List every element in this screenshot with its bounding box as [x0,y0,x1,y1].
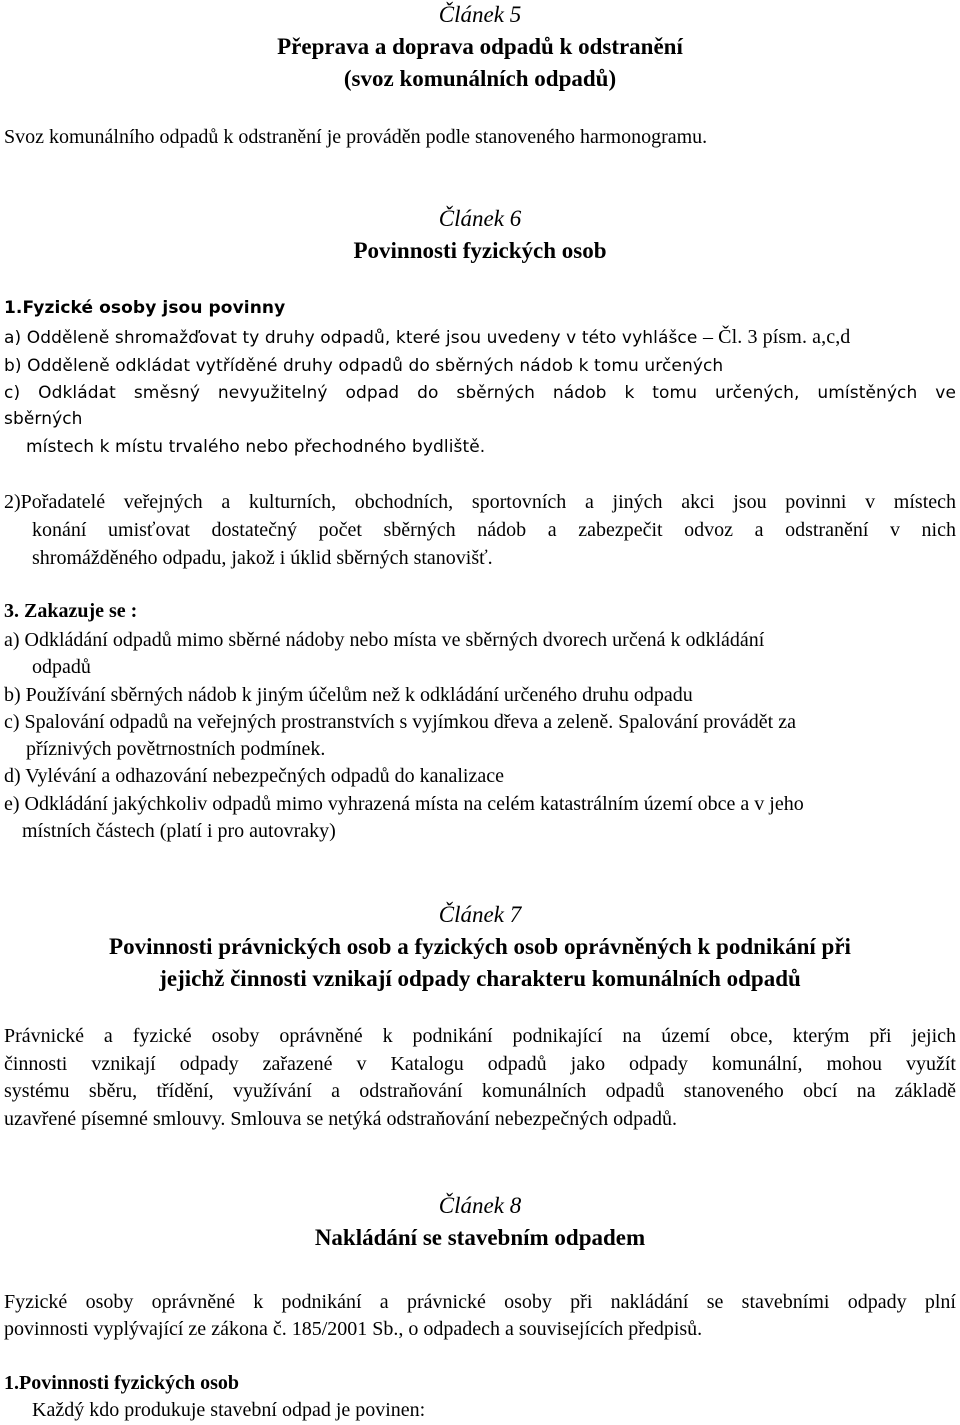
article-7-title-line-1: Povinnosti právnických osob a fyzických osob oprávněných k podnikání při [109,934,851,959]
article-6-p3-heading-number: 3. [4,600,19,622]
article-6-p1-heading: 1.Fyzické osoby jsou povinny [4,298,286,318]
article-5-title-line-2: (svoz komunálních odpadů) [343,66,617,91]
article-6-p3-c-line-2: příznivých povětrnostních podmínek. [26,738,326,760]
article-6-p3-heading-text: Zakazuje se : [24,600,138,622]
article-6-p3-e-line-2: místních částech (platí i pro autovraky) [22,820,336,842]
article-8-number: Článek 8 [438,1193,522,1218]
article-6-p3-heading [4,598,137,624]
article-7-text-line-2: činnosti vznikají odpady zařazené v Katalogu odpadů jako odpady komunální, mohou využít [4,1053,956,1075]
article-8-text-line-2: povinnosti vyplývající ze zákona č. 185/2001 Sb., o odpadech a souvisejících předpisů. [4,1318,703,1340]
article-8-p1-heading: 1.Povinnosti fyzických osob [4,1372,240,1394]
article-6-p1-b: b) Odděleně odkládat vytříděné druhy odpadů do sběrných nádob k tomu určených [4,356,724,376]
article-7-text-line-3: systému sběru, třídění, využívání a odstraňování komunálních odpadů stanoveného obcí na základě [4,1080,956,1102]
article-5-title-line-1: Přeprava a doprava odpadů k odstranění [277,34,683,59]
article-5-number: Článek 5 [438,2,522,27]
article-6-p1-a-ref: – Čl. 3 písm. a,c,d [702,326,851,348]
article-7-text-line-1: Právnické a fyzické osoby oprávněné k podnikání podnikající na území obce, kterým při jejich [4,1025,956,1047]
article-6-p1-c-line-3: místech k místu trvalého nebo přechodného bydliště. [26,437,486,457]
article-7-text-line-4: uzavřené písemné smlouvy. Smlouva se netýká odstraňování nebezpečných odpadů. [4,1108,677,1130]
article-8-p1-text: Každý kdo produkuje stavební odpad je povinen: [32,1399,426,1421]
article-7-title-line-2: jejichž činnosti vznikají odpady charakteru komunálních odpadů [159,966,801,991]
article-6-p1-c-line-1: c) Odkládat směsný nevyužitelný odpad do sběrných nádob k tomu určených, umístěných ve [4,383,956,403]
article-6-p2-line-3: shromážděného odpadu, jakož i úklid sběrných stanovišť. [32,547,493,569]
article-8-title: Nakládání se stavebním odpadem [314,1225,646,1250]
article-6-p3-d: d) Vylévání a odhazování nebezpečných odpadů do kanalizace [4,765,504,787]
article-6-p3-a-line-2: odpadů [32,656,91,678]
article-6-p3-a-line-1: a) Odkládání odpadů mimo sběrné nádoby nebo místa ve sběrných dvorech určená k odkládání [4,629,765,651]
article-6-p1-c-line-2: sběrných [4,409,83,429]
article-8-text-line-1: Fyzické osoby oprávněné k podnikání a právnické osoby při nakládání se stavebními odpady plní [4,1291,956,1313]
article-7-number: Článek 7 [438,902,522,927]
article-6-number: Článek 6 [438,206,522,231]
article-6-p2-line-2: konání umisťovat dostatečný počet sběrných nádob a zabezpečit odvoz a odstranění v nich [32,519,956,541]
article-6-p3-c-line-1: c) Spalování odpadů na veřejných prostranstvích s vyjímkou dřeva a zeleně. Spalování provádět za [4,711,796,733]
article-6-p1-a [4,324,850,351]
article-6-title: Povinnosti fyzických osob [353,238,607,263]
article-6-p1-a-text: a) Odděleně shromažďovat ty druhy odpadů, které jsou uvedeny v této vyhlášce [4,328,698,348]
article-6-p3-e-line-1: e) Odkládání jakýchkoliv odpadů mimo vyhrazená místa na celém katastrálním území obce a v jeho [4,793,804,815]
article-6-p2-line-1: 2)Pořadatelé veřejných a kulturních, obchodních, sportovních a jiných akci jsou povinni v místech [4,491,956,513]
article-6-p3-b: b) Používání sběrných nádob k jiným účelům než k odkládání určeného druhu odpadu [4,684,693,706]
article-5-text: Svoz komunálního odpadů k odstranění je prováděn podle stanoveného harmonogramu. [4,126,708,148]
